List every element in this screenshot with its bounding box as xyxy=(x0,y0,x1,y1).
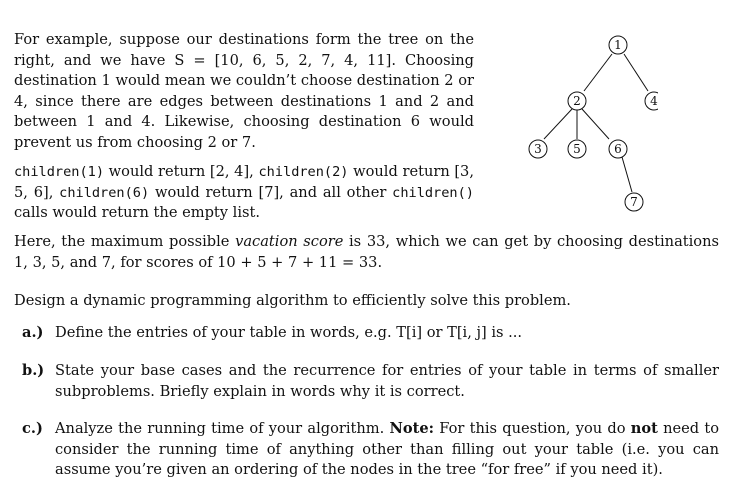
question-c-post: need to consider the running time of anything other than filling out your table (i.e. you can assume you’re given an ordering of the nodes in the tree “for free” if you need it). xyxy=(55,420,720,478)
question-c-text xyxy=(55,419,719,481)
question-a xyxy=(22,323,719,344)
score-paragraph xyxy=(14,232,719,273)
edge-2-3 xyxy=(544,109,572,139)
question-a-text: Define the entries of your table in words, e.g. T[i] or T[i, j] is ... xyxy=(55,324,523,341)
question-c xyxy=(22,419,719,481)
design-instruction: Design a dynamic programming algorithm to efficiently solve this problem. xyxy=(14,292,571,309)
tree-node-6-label: 6 xyxy=(614,142,622,156)
tree-node-7-label: 7 xyxy=(630,195,638,209)
question-c-mid: For this question, you do xyxy=(434,420,631,437)
tree-node-2-label: 2 xyxy=(573,94,581,108)
children-text-4: calls would return the empty list. xyxy=(14,204,260,221)
score-text-2: is 33, which we can get by choosing destinations 1, 3, 5, and 7, for scores of 10 + 5 + 7 + 11 = 33. xyxy=(14,233,719,271)
edge-1-4 xyxy=(624,54,648,91)
question-b-text: State your base cases and the recurrence for entries of your table in terms of smaller subproblems. Briefly explain in words why it is correct. xyxy=(55,362,719,400)
edge-6-7 xyxy=(622,157,632,192)
children-text-2: would return [3, 5, 6], xyxy=(14,163,474,201)
children-text-3: would return [7], and all other xyxy=(149,183,393,201)
vacation-score-term: vacation score xyxy=(235,233,344,250)
question-a-label: a.) xyxy=(22,324,44,341)
question-b-label: b.) xyxy=(22,362,45,379)
question-c-note-label: Note: xyxy=(389,420,435,437)
tree-node-4-label: 4 xyxy=(650,94,658,108)
destination-tree-diagram xyxy=(518,28,658,218)
question-c-label: c.) xyxy=(22,420,43,437)
tree-node-3-label: 3 xyxy=(534,142,542,156)
example-paragraph: For example, suppose our destinations form the tree on the right, and we have S = [10, 6, 5, 2, 7, 4, 11]. Choosing destination 1 would mean we couldn’t choose destination 2 or 4, since there are edges between destinations 1 and 2 and between 1 and 4. Likewise, choosing destination 6 would prevent us from choosing 2 or 7. xyxy=(14,31,474,151)
code-children-6: children(6) xyxy=(59,184,150,201)
tree-node-1-label: 1 xyxy=(614,38,622,52)
question-c-not: not xyxy=(630,420,658,437)
question-b xyxy=(22,361,719,402)
edge-2-6 xyxy=(582,109,609,139)
code-children-empty: children() xyxy=(392,184,474,201)
tree-node-5-label: 5 xyxy=(573,142,581,156)
score-text-1: Here, the maximum possible xyxy=(14,233,236,250)
code-children-2: children(2) xyxy=(258,164,349,180)
edge-1-2 xyxy=(584,54,612,91)
children-text-1: would return [2, 4], xyxy=(104,163,259,180)
children-paragraph xyxy=(14,162,474,224)
code-children-1: children(1) xyxy=(14,164,105,180)
question-c-pre: Analyze the running time of your algorithm. xyxy=(55,420,390,437)
